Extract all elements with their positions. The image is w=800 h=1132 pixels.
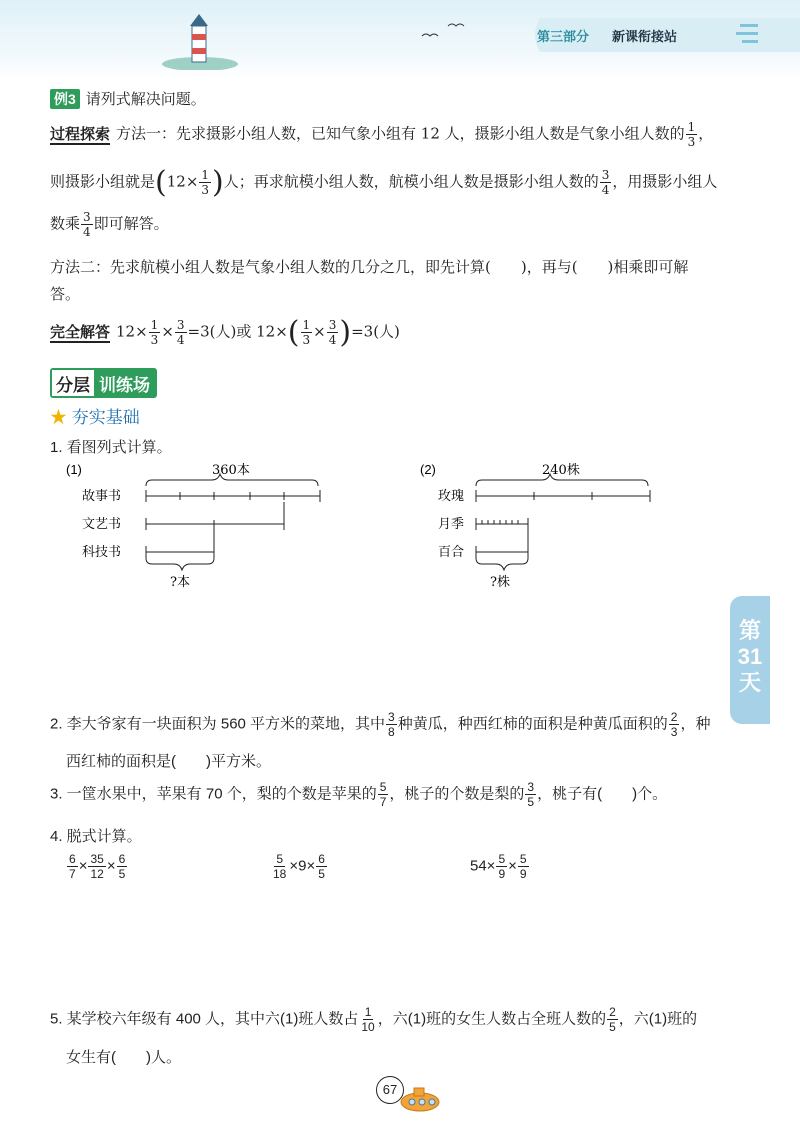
diagram-1-unknown: ?本 <box>170 575 190 590</box>
diagram-1-total: 360本 <box>212 463 250 478</box>
diagram-2-row-3: 百合 <box>438 545 465 560</box>
submarine-icon <box>396 1080 442 1114</box>
method1-text-c: 人；再求航模小组人数，航模小组人数是摄影小组人数的 <box>223 172 599 191</box>
lighthouse-icon <box>160 8 240 70</box>
question-3: 3. 一筐水果中，苹果有 70 个，梨的个数是苹果的 $\frac{5}{7}$ ，桃子的个数是梨的 $\frac{3}{5}$ ，桃子有( )个。 <box>50 780 668 809</box>
diagram-1-number: (1) <box>66 462 82 477</box>
expression-1: $\frac{6}{7}$ × $\frac{35}{12}$ × $\frac{6}{5}$ <box>69 852 126 881</box>
diagram-2-unknown: ?株 <box>490 575 510 590</box>
diagram-2-total: 240株 <box>542 463 580 478</box>
method1-text-e: 数乘 <box>50 214 81 233</box>
question-5-line1: 5. 某学校六年级有 400 人，其中六(1)班人数占 $\frac{1}{10}$ ，六(1)班的女生人数占全班人数的 $\frac{2}{5}$ ，六(1)班的 <box>50 1005 698 1034</box>
question-2-line1: 2. 李大爷家有一块面积为 560 平方米的菜地，其中 $\frac{3}{8}$ 种黄瓜，种西红柿的面积是种黄瓜面积的 $\frac{2}{3}$ ，种 <box>50 710 711 739</box>
method1-line2: 则摄影小组就是(12× $\frac{1}{3}$ )人；再求航模小组人数，航模小组人数是摄影小组人数的 $\frac{3}{4}$ ，用摄影小组人 <box>50 165 718 200</box>
method1-line3 <box>50 210 169 239</box>
birds-icon <box>420 20 470 42</box>
question-2-line2: 西红柿的面积是( )平方米。 <box>66 753 271 770</box>
star-icon: ★ <box>50 408 67 427</box>
method2-line1: 方法二：先求航模小组人数是气象小组人数的几分之几，即先计算( )，再与( )相乘即可解 <box>50 258 689 276</box>
answer-line: 完全解答 12× $\frac{1}{3}$ × $\frac{3}{4}$ =3(人)或 12×( $\frac{1}{3}$ × $\frac{3}{4}$ )=3(人) <box>50 315 400 350</box>
expression-2: $\frac{5}{18}$ ×9× $\frac{6}{5}$ <box>273 852 325 881</box>
day-tab-a: 第 <box>738 618 761 643</box>
method1-line1: 过程探索 方法一：先求摄影小组人数，已知气象小组有 12 人，摄影小组人数是气象小组人数的 $\frac{1}{3}$ ， <box>50 120 714 149</box>
basics-title: ★ 夯实基础 <box>50 408 140 427</box>
question-4: 4. 脱式计算。 <box>50 828 142 845</box>
diagram-1 <box>62 458 342 598</box>
fraction: $\frac{1}{3}$ <box>687 120 696 149</box>
diagram-1-row-1: 故事书 <box>82 489 122 504</box>
example-heading <box>50 88 206 109</box>
day-tab <box>730 596 770 724</box>
method1-text-b: 则摄影小组就是 <box>50 172 156 191</box>
diagram-2-row-2: 月季 <box>438 517 465 532</box>
diagram-1-row-2: 文艺书 <box>82 517 122 532</box>
example-prompt: 请列式解决问题。 <box>85 91 206 108</box>
diagram-2-row-1: 玫瑰 <box>438 489 465 504</box>
fraction: $\frac{3}{4}$ <box>328 318 337 347</box>
method2-line2: 答。 <box>50 285 81 303</box>
example-badge: 例3 <box>50 89 80 109</box>
question-1: 1. 看图列式计算。 <box>50 439 172 456</box>
question-5-line2: 女生有( )人。 <box>66 1049 181 1066</box>
fraction: $\frac{3}{4}$ <box>601 168 610 197</box>
connect-label: 新课衔接站 <box>612 29 678 44</box>
fraction: $\frac{1}{3}$ <box>302 318 311 347</box>
method1-text-f: 即可解答。 <box>93 214 169 233</box>
practice-banner <box>50 368 157 398</box>
practice-banner-a: 分层 <box>52 370 94 396</box>
diagram-1-row-3: 科技书 <box>82 545 122 560</box>
practice-banner-b: 训练场 <box>94 370 155 396</box>
fraction: $\frac{1}{3}$ <box>201 168 210 197</box>
fraction: $\frac{3}{4}$ <box>176 318 185 347</box>
diagram-2-number: (2) <box>420 462 436 477</box>
page-number: 67 <box>376 1076 404 1104</box>
day-tab-c: 天 <box>738 670 761 695</box>
day-tab-b: 31 <box>737 644 763 669</box>
expression-3: 54× $\frac{5}{9}$ × $\frac{5}{9}$ <box>470 852 527 881</box>
explore-label: 过程探索 <box>50 125 111 143</box>
fraction: $\frac{3}{4}$ <box>83 210 91 239</box>
section-label: 第三部分 <box>537 29 590 44</box>
answer-label: 完全解答 <box>50 323 111 341</box>
fraction: $\frac{1}{3}$ <box>150 318 159 347</box>
method1-text-a: 方法一：先求摄影小组人数，已知气象小组有 12 人，摄影小组人数是气象小组人数的 <box>116 124 685 143</box>
method1-text-d: ，用摄影小组人 <box>612 172 718 191</box>
diagram-2 <box>416 458 676 598</box>
